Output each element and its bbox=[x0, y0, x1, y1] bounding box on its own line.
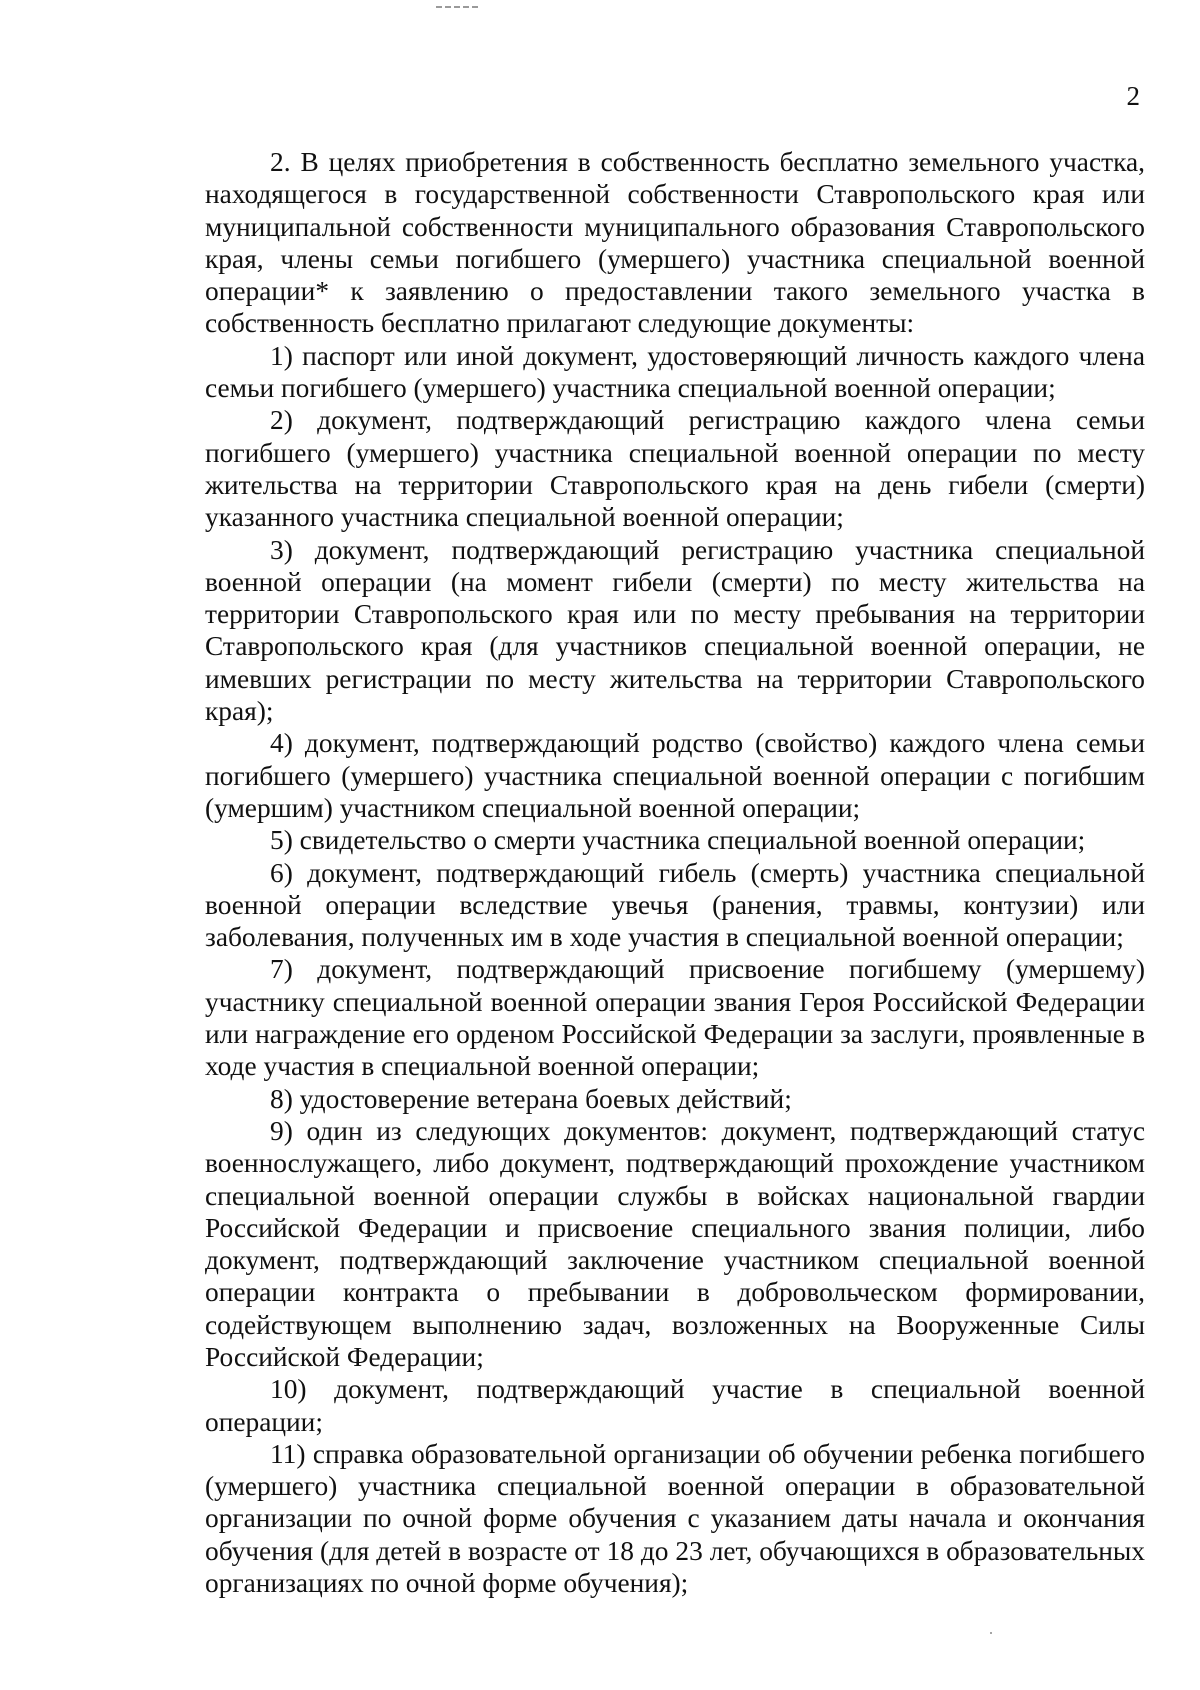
list-item-8: 8) удостоверение ветерана боевых действий; bbox=[270, 1083, 792, 1114]
list-item-6: 6) документ, подтверждающий гибель (смерть) участника специальной военной операции вследствие увечья (ранения, травмы, контузии) или заболевания, полученных им в ходе участия в специальной военной операции; bbox=[205, 857, 1145, 953]
list-item-3: 3) документ, подтверждающий регистрацию участника специальной военной операции (на момент гибели (смерти) по месту жительства на территории Ставропольского края или по месту пребывания на территории Ставропольского края (для участников специальной военной операции, не имевших регистрации по месту жительства на территории Ставропольского края); bbox=[205, 534, 1145, 727]
page-number: 2 bbox=[1126, 81, 1140, 111]
list-item-2: 2) документ, подтверждающий регистрацию каждого члена семьи погибшего (умершего) участника специальной военной операции по месту жительства на территории Ставропольского края на день гибели (смерти) указанного участника специальной военной операции; bbox=[205, 405, 1145, 533]
list-item-5: 5) свидетельство о смерти участника специальной военной операции; bbox=[270, 825, 1086, 856]
list-item-9: 9) один из следующих документов: документ, подтверждающий статус военнослужащего, либо документ, подтверждающий прохождение участником специальной военной операции службы в войсках национальной гвардии Российской Федерации и присвоение специального звания полиции, либо документ, подтверждающий заключение участником специальной военной операции контракта о пребывании в добровольческом формировании, содействующем выполнению задач, возложенных на Вооруженные Силы Российской Федерации; bbox=[205, 1115, 1145, 1372]
list-item-11: 11) справка образовательной организации об обучении ребенка погибшего (умершего) участника специальной военной операции в образовательной организации по очной форме обучения с указанием даты начала и окончания обучения (для детей в возрасте от 18 до 23 лет, обучающихся в образовательных организациях по очной форме обучения); bbox=[205, 1438, 1145, 1599]
scan-speck bbox=[990, 1632, 992, 1634]
list-item-7: 7) документ, подтверждающий присвоение погибшему (умершему) участнику специальной военной операции звания Героя Российской Федерации или награждение его орденом Российской Федерации за заслуги, проявленные в ходе участия в специальной военной операции; bbox=[205, 954, 1145, 1082]
list-item-10: 10) документ, подтверждающий участие в специальной военной операции; bbox=[205, 1374, 1145, 1437]
list-item-4: 4) документ, подтверждающий родство (свойство) каждого члена семьи погибшего (умершего) участника специальной военной операции с погибшим (умершим) участником специальной военной операции; bbox=[205, 728, 1145, 823]
list-item-1: 1) паспорт или иной документ, удостоверяющий личность каждого члена семьи погибшего (умершего) участника специальной военной операции; bbox=[205, 340, 1145, 404]
paragraph-intro: 2. В целях приобретения в собственность бесплатно земельного участка, находящегося в государственной собственности Ставропольского края или муниципальной собственности муниципального образования Ставропольского края, члены семьи погибшего (умершего) участника специальной военной операции* к заявлению о предоставлении такого земельного участка в собственность бесплатно прилагают следующие документы: bbox=[205, 147, 1145, 339]
document-body bbox=[205, 146, 1145, 1599]
scan-artifact-mark bbox=[436, 6, 478, 8]
